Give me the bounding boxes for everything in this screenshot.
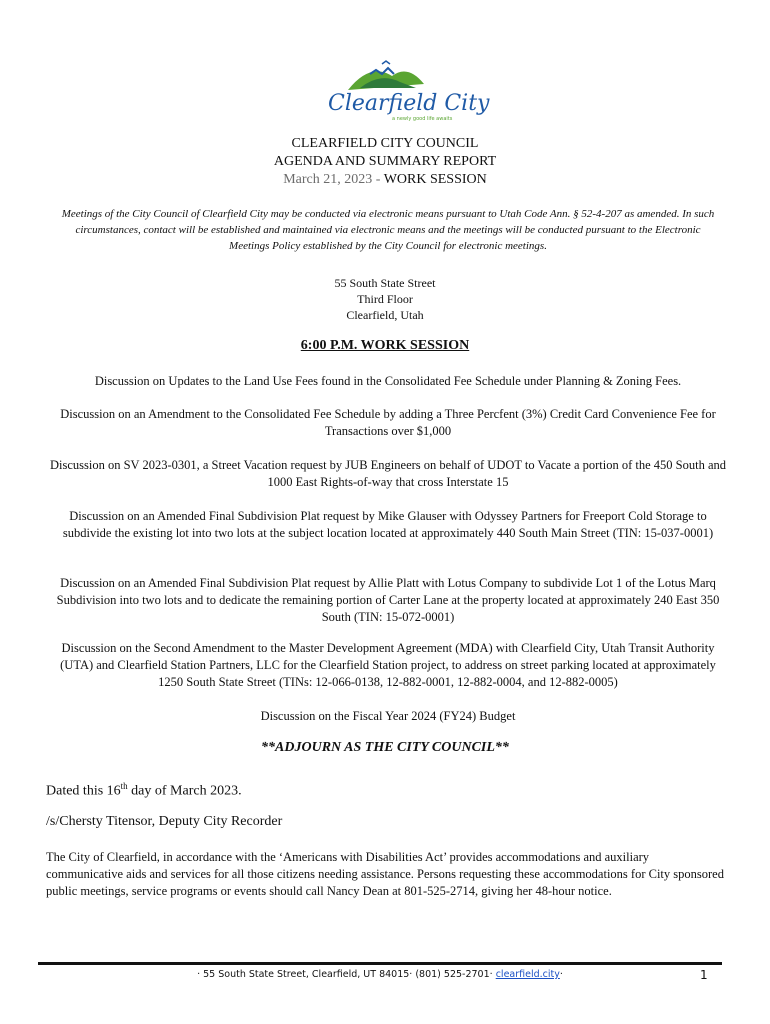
footer-website-link[interactable]: clearfield.city — [495, 969, 560, 980]
agenda-item: Discussion on an Amended Final Subdivision Plat request by Mike Glauser with Odyssey Partners for Freeport Cold Storage to subdivide the existing lot into two lots at the subject location located at approximately 440 South Main Street (TIN: 15-037-0001) — [62, 509, 714, 540]
signature-line: /s/Chersty Titensor, Deputy City Recorder — [46, 814, 283, 829]
report-title: AGENDA AND SUMMARY REPORT — [273, 154, 497, 169]
clearfield-city-logo — [320, 54, 490, 126]
electronic-meeting-notice: Meetings of the City Council of Clearfield City may be conducted via electronic means pursuant to Utah Code Ann. § 52-4-207 as amended. In such circumstances, contact will be established and maintained via electronic means and the meetings will be conducted pursuant to the Electronic Meetings Policy established by the City Council for electronic meetings. — [61, 208, 715, 252]
dated-line: Dated this 16th day of March 2023. — [46, 781, 242, 799]
agenda-item: Discussion on the Second Amendment to the Master Development Agreement (MDA) with Clearfield City, Utah Transit Authority (UTA) and Clearfield Station Partners, LLC for the Clearfield Station project, to address on street parking located at approximately 1250 South State Street (TINs: 12-066-0138, 12-882-0001, 12-882-0004, and 12-882-0005) — [60, 641, 716, 689]
address-street: 55 South State Street — [334, 276, 436, 290]
adjourn-notice: **ADJOURN AS THE CITY COUNCIL** — [261, 740, 509, 755]
agenda-item: Discussion on an Amended Final Subdivision Plat request by Allie Platt with Lotus Company to subdivide Lot 1 of the Lotus Marq Subdivision into two lots and to dedicate the remaining portion of Carter Lane at the property located at approximately 240 East 350 South (TIN: 15-072-0001) — [56, 576, 720, 624]
meeting-date-line — [0, 171, 770, 189]
council-title: CLEARFIELD CITY COUNCIL — [291, 136, 479, 151]
footer-address: · 55 South State Street, Clearfield, UT 84015· (801) 525-2701· — [197, 969, 496, 980]
address-city: Clearfield, Utah — [346, 308, 424, 322]
address-floor: Third Floor — [357, 292, 413, 306]
session-heading: 6:00 P.M. WORK SESSION — [300, 338, 470, 353]
session-type: WORK SESSION — [383, 172, 487, 187]
agenda-item: Discussion on SV 2023-0301, a Street Vacation request by JUB Engineers on behalf of UDOT to Vacate a portion of the 450 South and 1000 East Rights-of-way that cross Interstate 15 — [49, 458, 727, 489]
meeting-date: March 21, 2023 - — [283, 172, 381, 187]
footer-divider — [38, 962, 722, 965]
page-footer: · 55 South State Street, Clearfield, UT 84015· (801) 525-2701· clearfield.city· — [197, 969, 563, 980]
svg-text:Clearfield City: Clearfield City — [328, 91, 490, 116]
agenda-item: Discussion on an Amendment to the Consolidated Fee Schedule by adding a Three Percfent (3%) Credit Card Convenience Fee for Transactions over $1,000 — [60, 407, 716, 438]
agenda-item: Discussion on the Fiscal Year 2024 (FY24) Budget — [260, 709, 516, 723]
agenda-item: Discussion on Updates to the Land Use Fees found in the Consolidated Fee Schedule under Planning & Zoning Fees. — [94, 374, 682, 388]
meeting-address — [0, 275, 770, 323]
svg-text:a newly good life awaits: a newly good life awaits — [392, 116, 453, 122]
page-number: 1 — [700, 968, 708, 982]
ada-notice: The City of Clearfield, in accordance with the ‘Americans with Disabilities Act’ provides accommodations and auxiliary communicative aids and services for all those citizens needing assistance. Persons requesting these accommodations for City sponsored public meetings, service programs or events should call Nancy Dean at 801-525-2714, giving her 48-hour notice. — [46, 850, 724, 898]
